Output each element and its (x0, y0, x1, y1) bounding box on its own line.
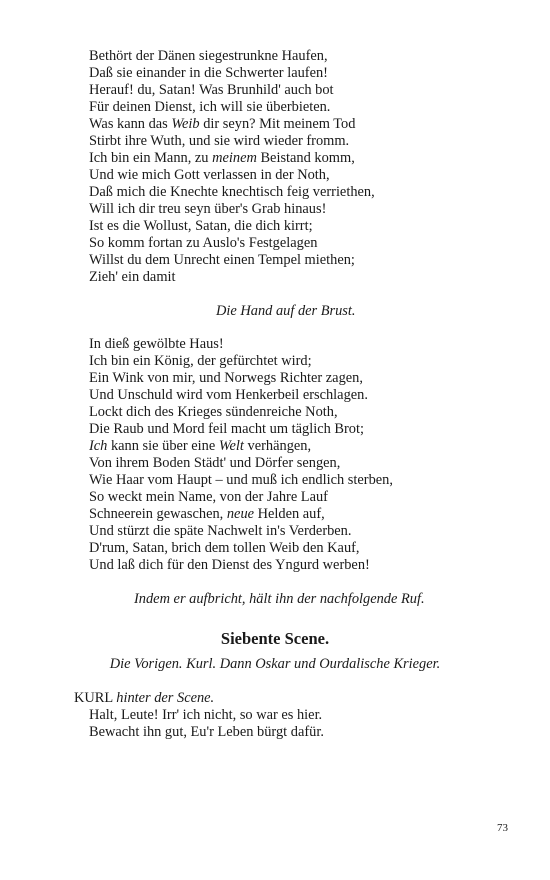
verse-line: Und Unschuld wird vom Henkerbeil erschlagen. (89, 387, 368, 403)
verse-line: In dieß gewölbte Haus! (89, 336, 224, 352)
verse-line: Was kann das Weib dir seyn? Mit meinem Tod (89, 116, 356, 132)
scene-persons: Die Vorigen. Kurl. Dann Oskar und Ourdalische Krieger. (109, 656, 441, 672)
verse-line: Ich bin ein König, der gefürchtet wird; (89, 353, 312, 369)
verse-line: Stirbt ihre Wuth, und sie wird wieder fromm. (89, 133, 350, 149)
verse-line: Zieh' ein damit (89, 269, 176, 285)
verse-line: Ist es die Wollust, Satan, die dich kirrt; (89, 218, 313, 234)
verse-line: Daß mich die Knechte knechtisch feig verriethen, (89, 184, 375, 200)
verse-line: Willst du dem Unrecht einen Tempel miethen; (89, 252, 355, 268)
verse-line: Lockt dich des Krieges sündenreiche Noth, (89, 404, 338, 420)
verse-line: Ich kann sie über eine Welt verhängen, (89, 438, 312, 454)
scene-title: Siebente Scene. (220, 629, 330, 648)
verse-line: Die Raub und Mord feil macht um täglich Brot; (89, 421, 364, 437)
verse-line: Wie Haar vom Haupt – und muß ich endlich sterben, (89, 472, 393, 488)
verse-line: Schneerein gewaschen, neue Helden auf, (89, 506, 325, 522)
speaker-name: KURL (74, 690, 113, 706)
verse-line: Bewacht ihn gut, Eu'r Leben bürgt dafür. (89, 724, 324, 740)
verse-line: Für deinen Dienst, ich will sie überbieten. (89, 99, 331, 115)
verse-line: Will ich dir treu seyn über's Grab hinaus! (89, 201, 327, 217)
speaker-direction: hinter der Scene. (116, 690, 215, 706)
page-number: 73 (497, 822, 508, 834)
verse-line: Ein Wink von mir, und Norwegs Richter zagen, (89, 370, 363, 386)
verse-line: So komm fortan zu Auslo's Festgelagen (89, 235, 318, 251)
verse-line: Und laß dich für den Dienst des Yngurd werben! (89, 557, 370, 573)
verse-line: Daß sie einander in die Schwerter laufen! (89, 65, 328, 81)
verse-line: Ich bin ein Mann, zu meinem Beistand komm, (89, 150, 355, 166)
verse-line: Halt, Leute! Irr' ich nicht, so war es hier. (89, 707, 323, 723)
verse-line: Bethört der Dänen siegestrunkne Haufen, (89, 48, 328, 64)
verse-line: Herauf! du, Satan! Was Brunhild' auch bot (89, 82, 334, 98)
speaker-line (74, 690, 214, 707)
verse-line: Und stürzt die späte Nachwelt in's Verderben. (89, 523, 352, 539)
stage-direction: Die Hand auf der Brust. (216, 303, 356, 319)
stage-direction: Indem er aufbricht, hält ihn der nachfolgende Ruf. (134, 591, 425, 607)
verse-line: Und wie mich Gott verlassen in der Noth, (89, 167, 330, 183)
verse-line: Von ihrem Boden Städt' und Dörfer sengen, (89, 455, 341, 471)
verse-line: So weckt mein Name, von der Jahre Lauf (89, 489, 328, 505)
verse-line: D'rum, Satan, brich dem tollen Weib den Kauf, (89, 540, 360, 556)
